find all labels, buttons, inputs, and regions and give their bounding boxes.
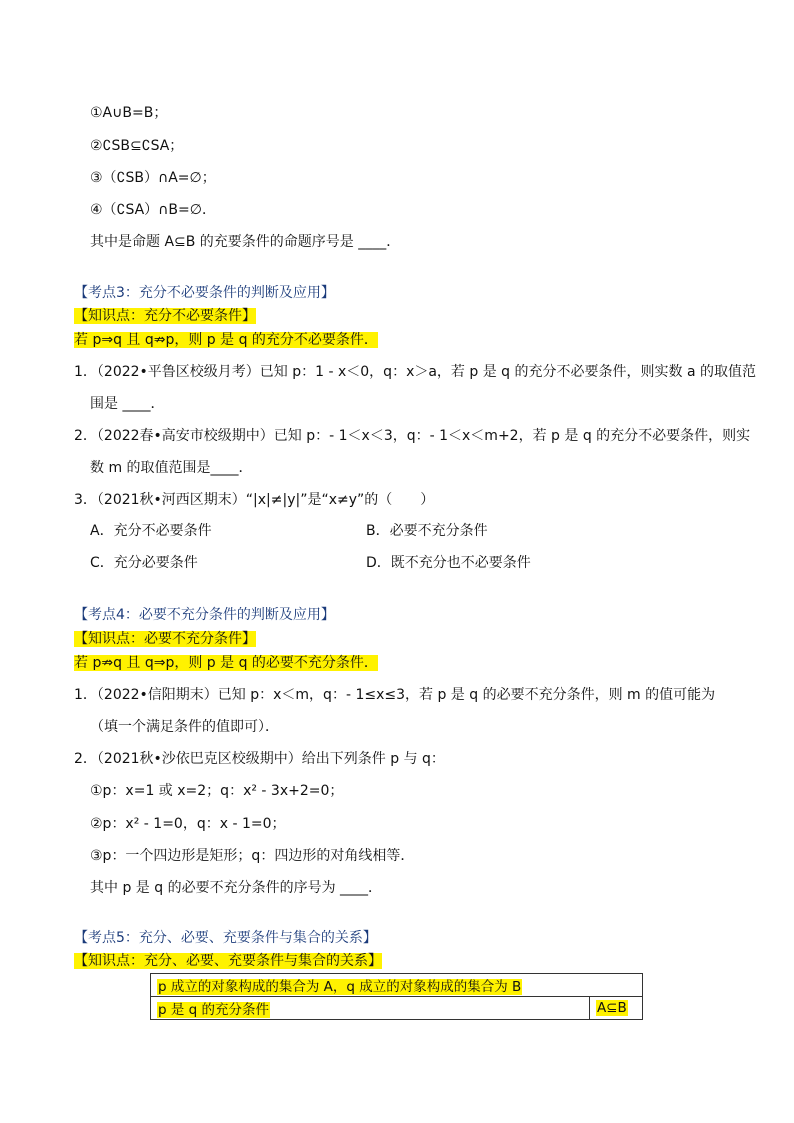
- sec3-q1-line1: 1．（2022•平鲁区校级月考）已知 p：1 - x＜0，q：x＞a，若 p 是 q 的充分不必要条件，则实数 a 的取值范: [74, 364, 756, 380]
- section-4-title: 【考点4：必要不充分条件的判断及应用】: [74, 607, 335, 623]
- sec4-q1-line1: 1．（2022•信阳期末）已知 p：x＜m，q：- 1≤x≤3，若 p 是 q 的必要不充分条件，则 m 的值可能为: [74, 687, 716, 703]
- section-4-knowledge-title: 【知识点：必要不充分条件】: [74, 631, 256, 647]
- sec4-condition-1: ①p：x=1 或 x=2；q：x² - 3x+2=0；: [90, 783, 344, 799]
- intro-item-2: ②∁SB⊆∁SA；: [90, 138, 184, 154]
- sec4-q1-line2: （填一个满足条件的值即可）．: [90, 719, 279, 735]
- intro-item-3: ③（∁SB）∩A=∅；: [90, 170, 216, 186]
- sec3-q2-line2: 数 m 的取值范围是____．: [90, 460, 253, 476]
- table-row: [151, 997, 643, 1020]
- table-header-cell: p 成立的对象构成的集合为 A，q 成立的对象构成的集合为 B: [158, 979, 522, 995]
- sec3-q2-line1: 2．（2022春•高安市校级期中）已知 p：- 1＜x＜3，q：- 1＜x＜m+2，若 p 是 q 的充分不必要条件，则实: [74, 428, 751, 444]
- sec4-condition-2: ②p：x² - 1=0，q：x - 1=0；: [90, 816, 286, 832]
- table-row: [151, 974, 643, 997]
- section-3-title: 【考点3：充分不必要条件的判断及应用】: [74, 285, 335, 301]
- intro-item-1: ①A∪B=B；: [90, 105, 168, 121]
- table-cell-relation: A⊆B: [597, 1000, 627, 1016]
- intro-question: 其中是命题 A⊆B 的充要条件的命题序号是 ____．: [90, 234, 401, 250]
- section-3-knowledge-title: 【知识点：充分不必要条件】: [74, 308, 256, 324]
- section-5-title: 【考点5：充分、必要、充要条件与集合的关系】: [74, 930, 377, 946]
- section-5-knowledge-title: 【知识点：充分、必要、充要条件与集合的关系】: [74, 953, 382, 969]
- sec4-question: 其中 p 是 q 的必要不充分条件的序号为 ____．: [90, 880, 383, 896]
- sec3-q1-line2: 围是 ____．: [90, 396, 165, 412]
- sec3-option-c: C．充分必要条件: [90, 555, 198, 571]
- sec3-q3-line1: 3．（2021秋•河西区期末）“|x|≠|y|”是“x≠y”的（ ）: [74, 492, 435, 508]
- table-cell-condition: p 是 q 的充分条件: [158, 1002, 270, 1018]
- sec3-option-b: B．必要不充分条件: [366, 523, 488, 539]
- sec4-q2-line1: 2．（2021秋•沙依巴克区校级期中）给出下列条件 p 与 q：: [74, 751, 445, 767]
- intro-item-4: ④（∁SA）∩B=∅．: [90, 202, 216, 218]
- sec3-option-d: D．既不充分也不必要条件: [366, 555, 531, 571]
- section-3-knowledge-text: 若 p⇒q 且 q⇏p，则 p 是 q 的充分不必要条件．: [74, 332, 378, 348]
- sec4-condition-3: ③p：一个四边形是矩形；q：四边形的对角线相等．: [90, 848, 415, 864]
- sec3-option-a: A．充分不必要条件: [90, 523, 212, 539]
- section-4-knowledge-text: 若 p⇏q 且 q⇒p，则 p 是 q 的必要不充分条件．: [74, 655, 378, 671]
- set-relation-table: [150, 973, 643, 1020]
